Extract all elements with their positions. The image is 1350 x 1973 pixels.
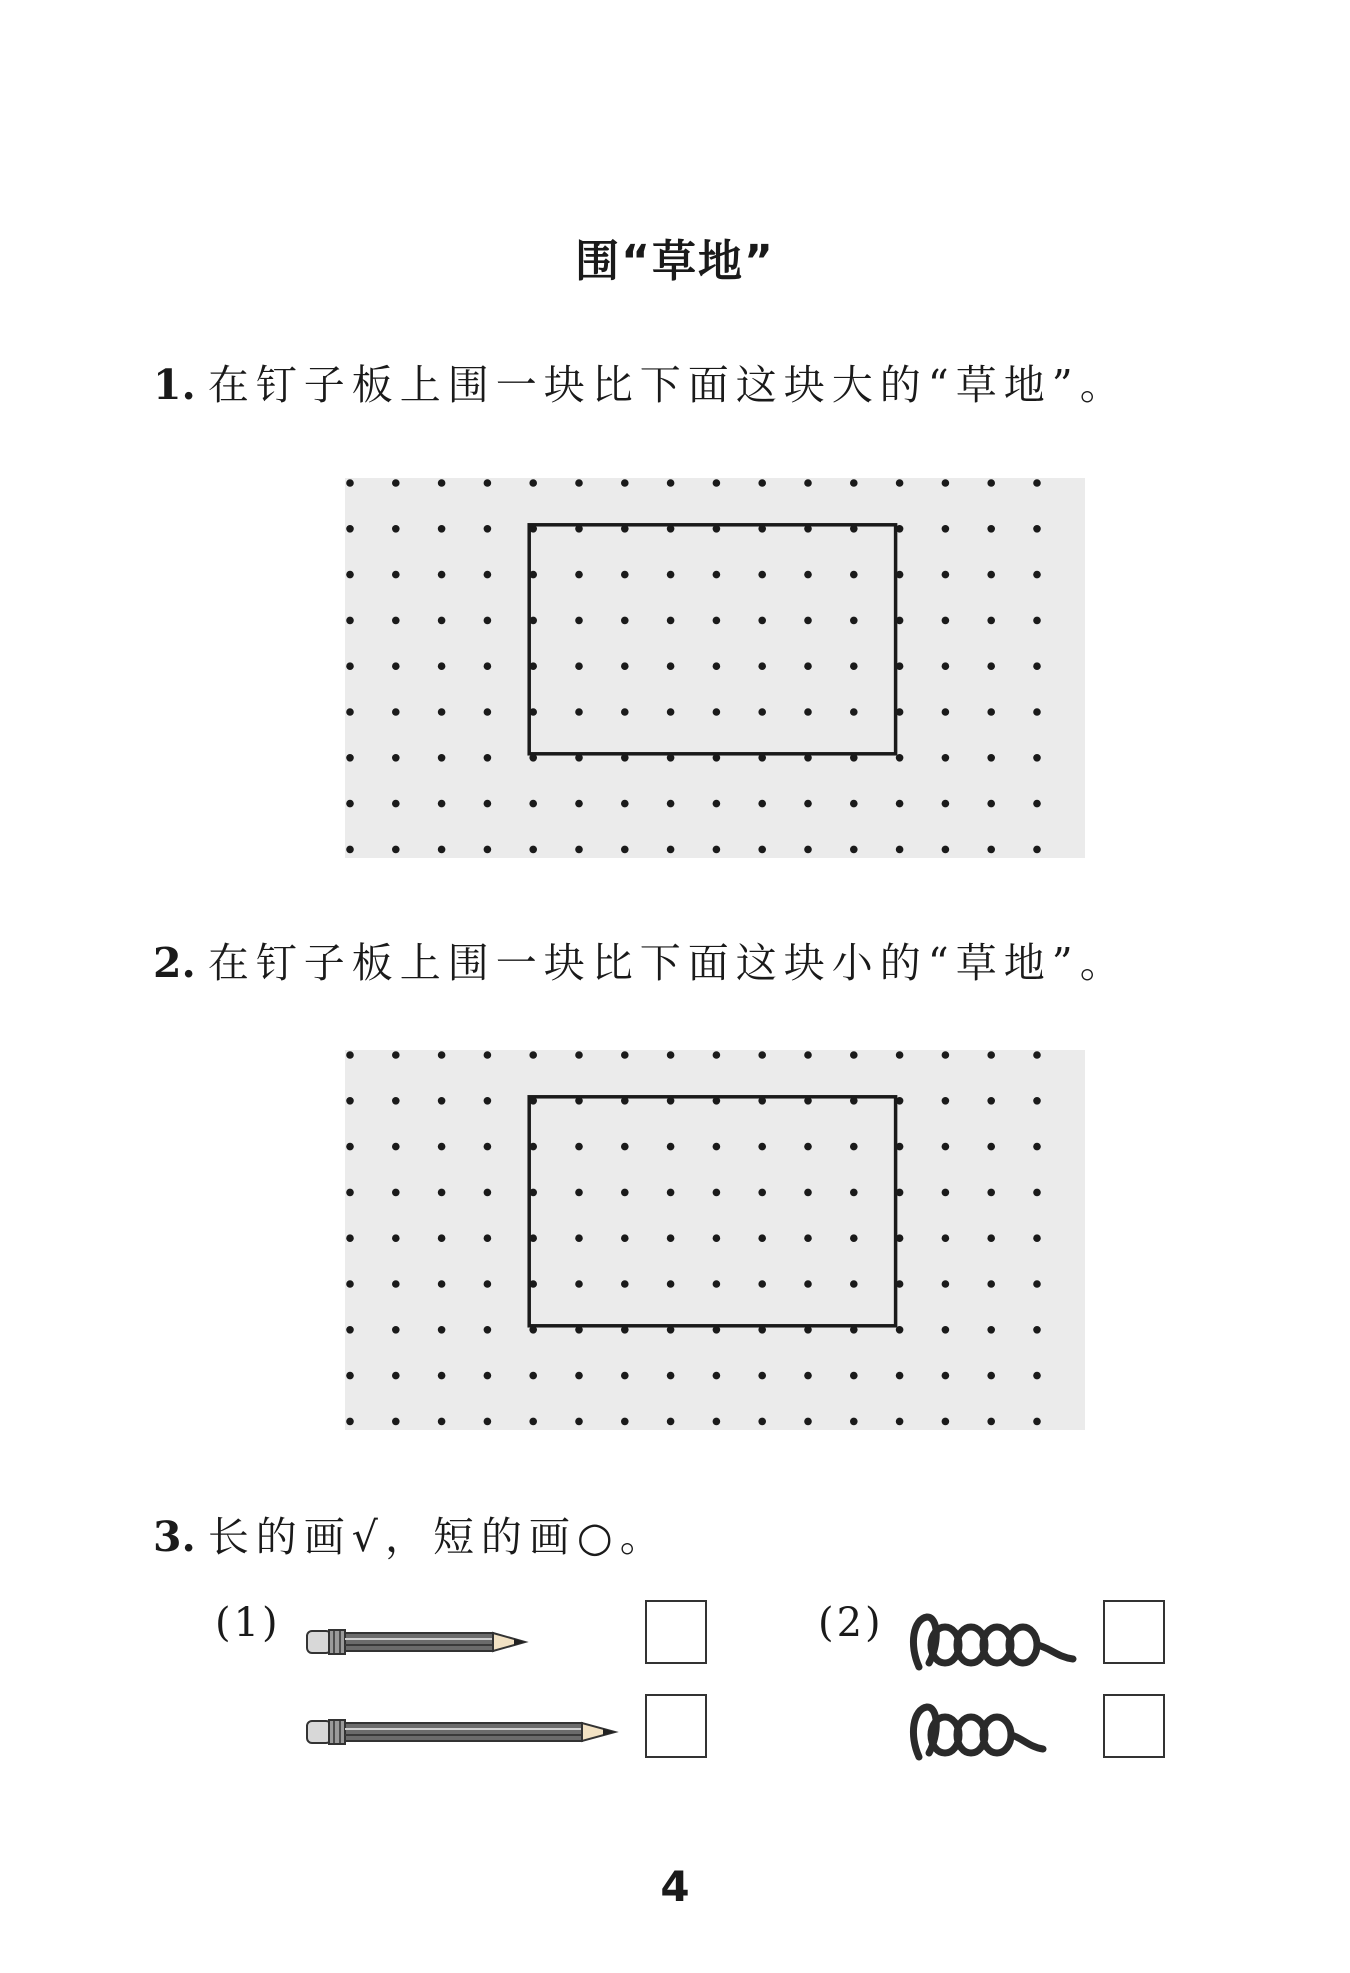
peg-dot[interactable] bbox=[484, 1372, 492, 1380]
peg-dot[interactable] bbox=[1033, 1372, 1041, 1380]
peg-dot[interactable] bbox=[575, 1280, 583, 1288]
peg-dot[interactable] bbox=[758, 662, 766, 670]
peg-dot[interactable] bbox=[758, 1189, 766, 1197]
peg-dot[interactable] bbox=[713, 1372, 721, 1380]
question-3 bbox=[153, 1504, 668, 1563]
peg-dot[interactable] bbox=[987, 571, 995, 579]
peg-dot[interactable] bbox=[621, 479, 629, 487]
peg-dot[interactable] bbox=[987, 525, 995, 533]
sub-question-1-label: (1) bbox=[215, 1600, 281, 1646]
page-title: 围“草地” bbox=[575, 236, 775, 287]
peg-dot[interactable] bbox=[942, 754, 950, 762]
peg-dot[interactable] bbox=[987, 662, 995, 670]
peg-dot[interactable] bbox=[896, 1372, 904, 1380]
peg-dot[interactable] bbox=[392, 1143, 400, 1151]
peg-dot[interactable] bbox=[987, 1326, 995, 1334]
peg-dot[interactable] bbox=[713, 1189, 721, 1197]
peg-dot[interactable] bbox=[667, 1051, 675, 1059]
peg-dot[interactable] bbox=[987, 479, 995, 487]
peg-dot[interactable] bbox=[392, 617, 400, 625]
pegboard-2-canvas[interactable] bbox=[345, 1050, 1085, 1430]
peg-dot[interactable] bbox=[438, 1418, 446, 1426]
peg-dot[interactable] bbox=[667, 571, 675, 579]
peg-dot[interactable] bbox=[987, 846, 995, 854]
peg-dot[interactable] bbox=[942, 1143, 950, 1151]
peg-dot[interactable] bbox=[1033, 754, 1041, 762]
peg-dot[interactable] bbox=[438, 1051, 446, 1059]
peg-dot[interactable] bbox=[942, 1189, 950, 1197]
peg-dot[interactable] bbox=[346, 1143, 354, 1151]
answer-box-1-long-pencil[interactable] bbox=[645, 1694, 707, 1758]
peg-dot[interactable] bbox=[1033, 617, 1041, 625]
peg-dot[interactable] bbox=[621, 1234, 629, 1242]
peg-dot[interactable] bbox=[850, 1280, 858, 1288]
peg-dot[interactable] bbox=[575, 1418, 583, 1426]
peg-dot[interactable] bbox=[484, 662, 492, 670]
peg-dot[interactable] bbox=[346, 1372, 354, 1380]
peg-dot[interactable] bbox=[942, 1051, 950, 1059]
peg-dot[interactable] bbox=[621, 800, 629, 808]
pegboard-1-canvas[interactable] bbox=[345, 478, 1085, 858]
peg-dot[interactable] bbox=[484, 800, 492, 808]
peg-dot[interactable] bbox=[346, 846, 354, 854]
peg-dot[interactable] bbox=[942, 571, 950, 579]
peg-dot[interactable] bbox=[942, 846, 950, 854]
peg-dot[interactable] bbox=[392, 1189, 400, 1197]
peg-dot[interactable] bbox=[392, 1234, 400, 1242]
peg-dot[interactable] bbox=[438, 1280, 446, 1288]
peg-dot[interactable] bbox=[484, 846, 492, 854]
peg-dot[interactable] bbox=[896, 479, 904, 487]
peg-dot[interactable] bbox=[758, 1280, 766, 1288]
peg-dot[interactable] bbox=[438, 846, 446, 854]
answer-box-2-short-spring[interactable] bbox=[1103, 1694, 1165, 1758]
page-number: 4 bbox=[660, 1862, 690, 1911]
peg-dot[interactable] bbox=[392, 1280, 400, 1288]
peg-dot[interactable] bbox=[987, 1189, 995, 1197]
peg-dot[interactable] bbox=[392, 1372, 400, 1380]
long-spring-icon bbox=[905, 1605, 1085, 1685]
peg-dot[interactable] bbox=[346, 1097, 354, 1105]
peg-dot[interactable] bbox=[804, 1372, 812, 1380]
peg-dot[interactable] bbox=[804, 846, 812, 854]
peg-dot[interactable] bbox=[392, 571, 400, 579]
peg-dot[interactable] bbox=[667, 662, 675, 670]
peg-dot[interactable] bbox=[575, 662, 583, 670]
peg-dot[interactable] bbox=[942, 525, 950, 533]
peg-dot[interactable] bbox=[713, 479, 721, 487]
peg-dot[interactable] bbox=[804, 1234, 812, 1242]
peg-dot[interactable] bbox=[438, 1143, 446, 1151]
peg-dot[interactable] bbox=[346, 479, 354, 487]
peg-dot[interactable] bbox=[804, 1189, 812, 1197]
peg-dot[interactable] bbox=[392, 754, 400, 762]
peg-dot[interactable] bbox=[438, 754, 446, 762]
peg-dot[interactable] bbox=[1033, 800, 1041, 808]
peg-dot[interactable] bbox=[1033, 1143, 1041, 1151]
peg-dot[interactable] bbox=[621, 708, 629, 716]
peg-dot[interactable] bbox=[392, 1418, 400, 1426]
peg-dot[interactable] bbox=[850, 800, 858, 808]
peg-dot[interactable] bbox=[575, 1372, 583, 1380]
peg-dot[interactable] bbox=[575, 479, 583, 487]
peg-dot[interactable] bbox=[713, 617, 721, 625]
peg-dot[interactable] bbox=[484, 1418, 492, 1426]
peg-dot[interactable] bbox=[804, 479, 812, 487]
peg-dot[interactable] bbox=[438, 617, 446, 625]
peg-dot[interactable] bbox=[621, 617, 629, 625]
peg-dot[interactable] bbox=[758, 708, 766, 716]
peg-dot[interactable] bbox=[942, 1097, 950, 1105]
peg-dot[interactable] bbox=[987, 617, 995, 625]
peg-dot[interactable] bbox=[758, 846, 766, 854]
peg-dot[interactable] bbox=[392, 1051, 400, 1059]
peg-dot[interactable] bbox=[346, 662, 354, 670]
peg-dot[interactable] bbox=[1033, 479, 1041, 487]
peg-dot[interactable] bbox=[713, 846, 721, 854]
peg-dot[interactable] bbox=[392, 846, 400, 854]
peg-dot[interactable] bbox=[346, 1326, 354, 1334]
peg-dot[interactable] bbox=[850, 1418, 858, 1426]
peg-dot[interactable] bbox=[438, 479, 446, 487]
peg-dot[interactable] bbox=[1033, 1097, 1041, 1105]
peg-dot[interactable] bbox=[484, 1234, 492, 1242]
peg-dot[interactable] bbox=[575, 571, 583, 579]
peg-dot[interactable] bbox=[667, 708, 675, 716]
peg-dot[interactable] bbox=[804, 1143, 812, 1151]
peg-dot[interactable] bbox=[1033, 1326, 1041, 1334]
peg-dot[interactable] bbox=[392, 525, 400, 533]
peg-dot[interactable] bbox=[392, 662, 400, 670]
peg-dot[interactable] bbox=[1033, 525, 1041, 533]
peg-dot[interactable] bbox=[621, 1418, 629, 1426]
peg-dot[interactable] bbox=[575, 846, 583, 854]
peg-dot[interactable] bbox=[713, 1418, 721, 1426]
peg-dot[interactable] bbox=[575, 1051, 583, 1059]
pegboard-2[interactable] bbox=[345, 1050, 1085, 1430]
sub-question-2-label: (2) bbox=[818, 1600, 884, 1646]
peg-dot[interactable] bbox=[987, 1418, 995, 1426]
peg-dot[interactable] bbox=[942, 800, 950, 808]
peg-dot[interactable] bbox=[1033, 662, 1041, 670]
peg-dot[interactable] bbox=[942, 479, 950, 487]
peg-dot[interactable] bbox=[484, 617, 492, 625]
peg-dot[interactable] bbox=[621, 662, 629, 670]
peg-dot[interactable] bbox=[392, 479, 400, 487]
peg-dot[interactable] bbox=[346, 754, 354, 762]
answer-box-1-short-pencil[interactable] bbox=[645, 1600, 707, 1664]
peg-dot[interactable] bbox=[1033, 1418, 1041, 1426]
peg-dot[interactable] bbox=[346, 1189, 354, 1197]
peg-dot[interactable] bbox=[392, 1097, 400, 1105]
peg-dot[interactable] bbox=[987, 1372, 995, 1380]
peg-dot[interactable] bbox=[942, 1234, 950, 1242]
peg-dot[interactable] bbox=[758, 1372, 766, 1380]
peg-dot[interactable] bbox=[438, 800, 446, 808]
peg-dot[interactable] bbox=[850, 846, 858, 854]
peg-dot[interactable] bbox=[758, 800, 766, 808]
peg-dot[interactable] bbox=[346, 617, 354, 625]
peg-dot[interactable] bbox=[484, 754, 492, 762]
peg-dot[interactable] bbox=[484, 571, 492, 579]
peg-dot[interactable] bbox=[804, 1280, 812, 1288]
peg-dot[interactable] bbox=[621, 1280, 629, 1288]
peg-dot[interactable] bbox=[438, 1189, 446, 1197]
peg-dot[interactable] bbox=[484, 708, 492, 716]
peg-dot[interactable] bbox=[758, 1051, 766, 1059]
question-2 bbox=[153, 930, 1128, 989]
peg-dot[interactable] bbox=[987, 754, 995, 762]
peg-dot[interactable] bbox=[484, 525, 492, 533]
peg-dot[interactable] bbox=[346, 571, 354, 579]
peg-dot[interactable] bbox=[529, 1051, 537, 1059]
peg-dot[interactable] bbox=[667, 1372, 675, 1380]
grass-rectangle-2 bbox=[529, 1097, 895, 1326]
peg-dot[interactable] bbox=[713, 708, 721, 716]
peg-dot[interactable] bbox=[621, 571, 629, 579]
peg-dot[interactable] bbox=[713, 1143, 721, 1151]
peg-dot[interactable] bbox=[621, 1372, 629, 1380]
peg-dot[interactable] bbox=[850, 662, 858, 670]
peg-dot[interactable] bbox=[1033, 1189, 1041, 1197]
peg-dot[interactable] bbox=[667, 846, 675, 854]
peg-dot[interactable] bbox=[713, 571, 721, 579]
peg-dot[interactable] bbox=[804, 708, 812, 716]
peg-dot[interactable] bbox=[346, 1418, 354, 1426]
peg-dot[interactable] bbox=[667, 617, 675, 625]
peg-dot[interactable] bbox=[529, 846, 537, 854]
peg-dot[interactable] bbox=[346, 1280, 354, 1288]
question-1 bbox=[153, 352, 1128, 411]
short-pencil-icon bbox=[305, 1622, 545, 1662]
peg-dot[interactable] bbox=[850, 1372, 858, 1380]
peg-dot[interactable] bbox=[529, 479, 537, 487]
peg-dot[interactable] bbox=[713, 800, 721, 808]
peg-dot[interactable] bbox=[484, 1097, 492, 1105]
peg-dot[interactable] bbox=[529, 800, 537, 808]
question-2-text: 在钉子板上围一块比下面这块小的“草地”。 bbox=[207, 939, 1128, 987]
peg-dot[interactable] bbox=[713, 662, 721, 670]
peg-dot[interactable] bbox=[758, 1418, 766, 1426]
peg-dot[interactable] bbox=[850, 1143, 858, 1151]
peg-dot[interactable] bbox=[392, 800, 400, 808]
peg-dot[interactable] bbox=[1033, 571, 1041, 579]
peg-dot[interactable] bbox=[850, 708, 858, 716]
peg-dot[interactable] bbox=[804, 800, 812, 808]
long-pencil-icon bbox=[305, 1712, 625, 1752]
peg-dot[interactable] bbox=[575, 1143, 583, 1151]
peg-dot[interactable] bbox=[850, 617, 858, 625]
peg-dot[interactable] bbox=[896, 1051, 904, 1059]
peg-dot[interactable] bbox=[987, 1097, 995, 1105]
peg-dot[interactable] bbox=[804, 571, 812, 579]
peg-dot[interactable] bbox=[850, 1051, 858, 1059]
peg-dot[interactable] bbox=[392, 1326, 400, 1334]
peg-dot[interactable] bbox=[758, 1143, 766, 1151]
peg-dot[interactable] bbox=[987, 1143, 995, 1151]
peg-dot[interactable] bbox=[987, 1234, 995, 1242]
peg-dot[interactable] bbox=[1033, 1051, 1041, 1059]
peg-dot[interactable] bbox=[804, 1051, 812, 1059]
peg-dot[interactable] bbox=[987, 1280, 995, 1288]
question-3-text: 长的画√，短的画○。 bbox=[207, 1513, 668, 1561]
peg-dot[interactable] bbox=[758, 571, 766, 579]
pegboard-1[interactable] bbox=[345, 478, 1085, 858]
peg-dot[interactable] bbox=[438, 1372, 446, 1380]
peg-dot[interactable] bbox=[667, 479, 675, 487]
peg-dot[interactable] bbox=[713, 1234, 721, 1242]
peg-dot[interactable] bbox=[484, 1051, 492, 1059]
peg-dot[interactable] bbox=[484, 1189, 492, 1197]
peg-dot[interactable] bbox=[346, 708, 354, 716]
peg-dot[interactable] bbox=[392, 708, 400, 716]
peg-dot[interactable] bbox=[987, 708, 995, 716]
peg-dot[interactable] bbox=[438, 708, 446, 716]
peg-dot[interactable] bbox=[621, 1189, 629, 1197]
peg-dot[interactable] bbox=[438, 1234, 446, 1242]
peg-dot[interactable] bbox=[758, 617, 766, 625]
peg-dot[interactable] bbox=[850, 479, 858, 487]
peg-dot[interactable] bbox=[667, 1234, 675, 1242]
peg-dot[interactable] bbox=[804, 662, 812, 670]
peg-dot[interactable] bbox=[1033, 1234, 1041, 1242]
short-spring-icon bbox=[905, 1695, 1055, 1775]
peg-dot[interactable] bbox=[575, 1234, 583, 1242]
peg-dot[interactable] bbox=[942, 708, 950, 716]
peg-dot[interactable] bbox=[1033, 846, 1041, 854]
peg-dot[interactable] bbox=[804, 617, 812, 625]
peg-dot[interactable] bbox=[575, 617, 583, 625]
peg-dot[interactable] bbox=[575, 800, 583, 808]
peg-dot[interactable] bbox=[713, 1280, 721, 1288]
peg-dot[interactable] bbox=[850, 1234, 858, 1242]
peg-dot[interactable] bbox=[621, 1051, 629, 1059]
peg-dot[interactable] bbox=[942, 662, 950, 670]
peg-dot[interactable] bbox=[850, 1189, 858, 1197]
peg-dot[interactable] bbox=[575, 1189, 583, 1197]
peg-dot[interactable] bbox=[667, 1418, 675, 1426]
peg-dot[interactable] bbox=[987, 1051, 995, 1059]
peg-dot[interactable] bbox=[758, 1234, 766, 1242]
answer-box-2-long-spring[interactable] bbox=[1103, 1600, 1165, 1664]
peg-dot[interactable] bbox=[621, 1143, 629, 1151]
peg-dot[interactable] bbox=[850, 571, 858, 579]
peg-dot[interactable] bbox=[896, 800, 904, 808]
peg-dot[interactable] bbox=[667, 1280, 675, 1288]
peg-dot[interactable] bbox=[987, 800, 995, 808]
peg-dot[interactable] bbox=[896, 1418, 904, 1426]
peg-dot[interactable] bbox=[896, 846, 904, 854]
grass-rectangle-1 bbox=[529, 525, 895, 754]
peg-dot[interactable] bbox=[1033, 708, 1041, 716]
question-3-number: 3. bbox=[153, 1513, 196, 1561]
peg-dot[interactable] bbox=[942, 617, 950, 625]
peg-dot[interactable] bbox=[529, 1372, 537, 1380]
peg-dot[interactable] bbox=[438, 1326, 446, 1334]
peg-dot[interactable] bbox=[484, 1326, 492, 1334]
peg-dot[interactable] bbox=[438, 571, 446, 579]
peg-dot[interactable] bbox=[438, 1097, 446, 1105]
peg-dot[interactable] bbox=[942, 1418, 950, 1426]
peg-dot[interactable] bbox=[942, 1280, 950, 1288]
peg-dot[interactable] bbox=[713, 1051, 721, 1059]
peg-dot[interactable] bbox=[346, 525, 354, 533]
question-1-number: 1. bbox=[153, 361, 196, 409]
peg-dot[interactable] bbox=[758, 479, 766, 487]
peg-dot[interactable] bbox=[484, 1143, 492, 1151]
peg-dot[interactable] bbox=[438, 662, 446, 670]
peg-dot[interactable] bbox=[942, 1326, 950, 1334]
peg-dot[interactable] bbox=[346, 800, 354, 808]
peg-dot[interactable] bbox=[529, 1418, 537, 1426]
peg-dot[interactable] bbox=[484, 479, 492, 487]
peg-dot[interactable] bbox=[942, 1372, 950, 1380]
peg-dot[interactable] bbox=[804, 1418, 812, 1426]
peg-dot[interactable] bbox=[667, 1143, 675, 1151]
peg-dot[interactable] bbox=[575, 708, 583, 716]
peg-dot[interactable] bbox=[667, 800, 675, 808]
peg-dot[interactable] bbox=[346, 1051, 354, 1059]
question-1-text: 在钉子板上围一块比下面这块大的“草地”。 bbox=[207, 361, 1128, 409]
peg-dot[interactable] bbox=[346, 1234, 354, 1242]
peg-dot[interactable] bbox=[438, 525, 446, 533]
peg-dot[interactable] bbox=[621, 846, 629, 854]
peg-dot[interactable] bbox=[484, 1280, 492, 1288]
question-2-number: 2. bbox=[153, 939, 196, 987]
peg-dot[interactable] bbox=[1033, 1280, 1041, 1288]
peg-dot[interactable] bbox=[667, 1189, 675, 1197]
